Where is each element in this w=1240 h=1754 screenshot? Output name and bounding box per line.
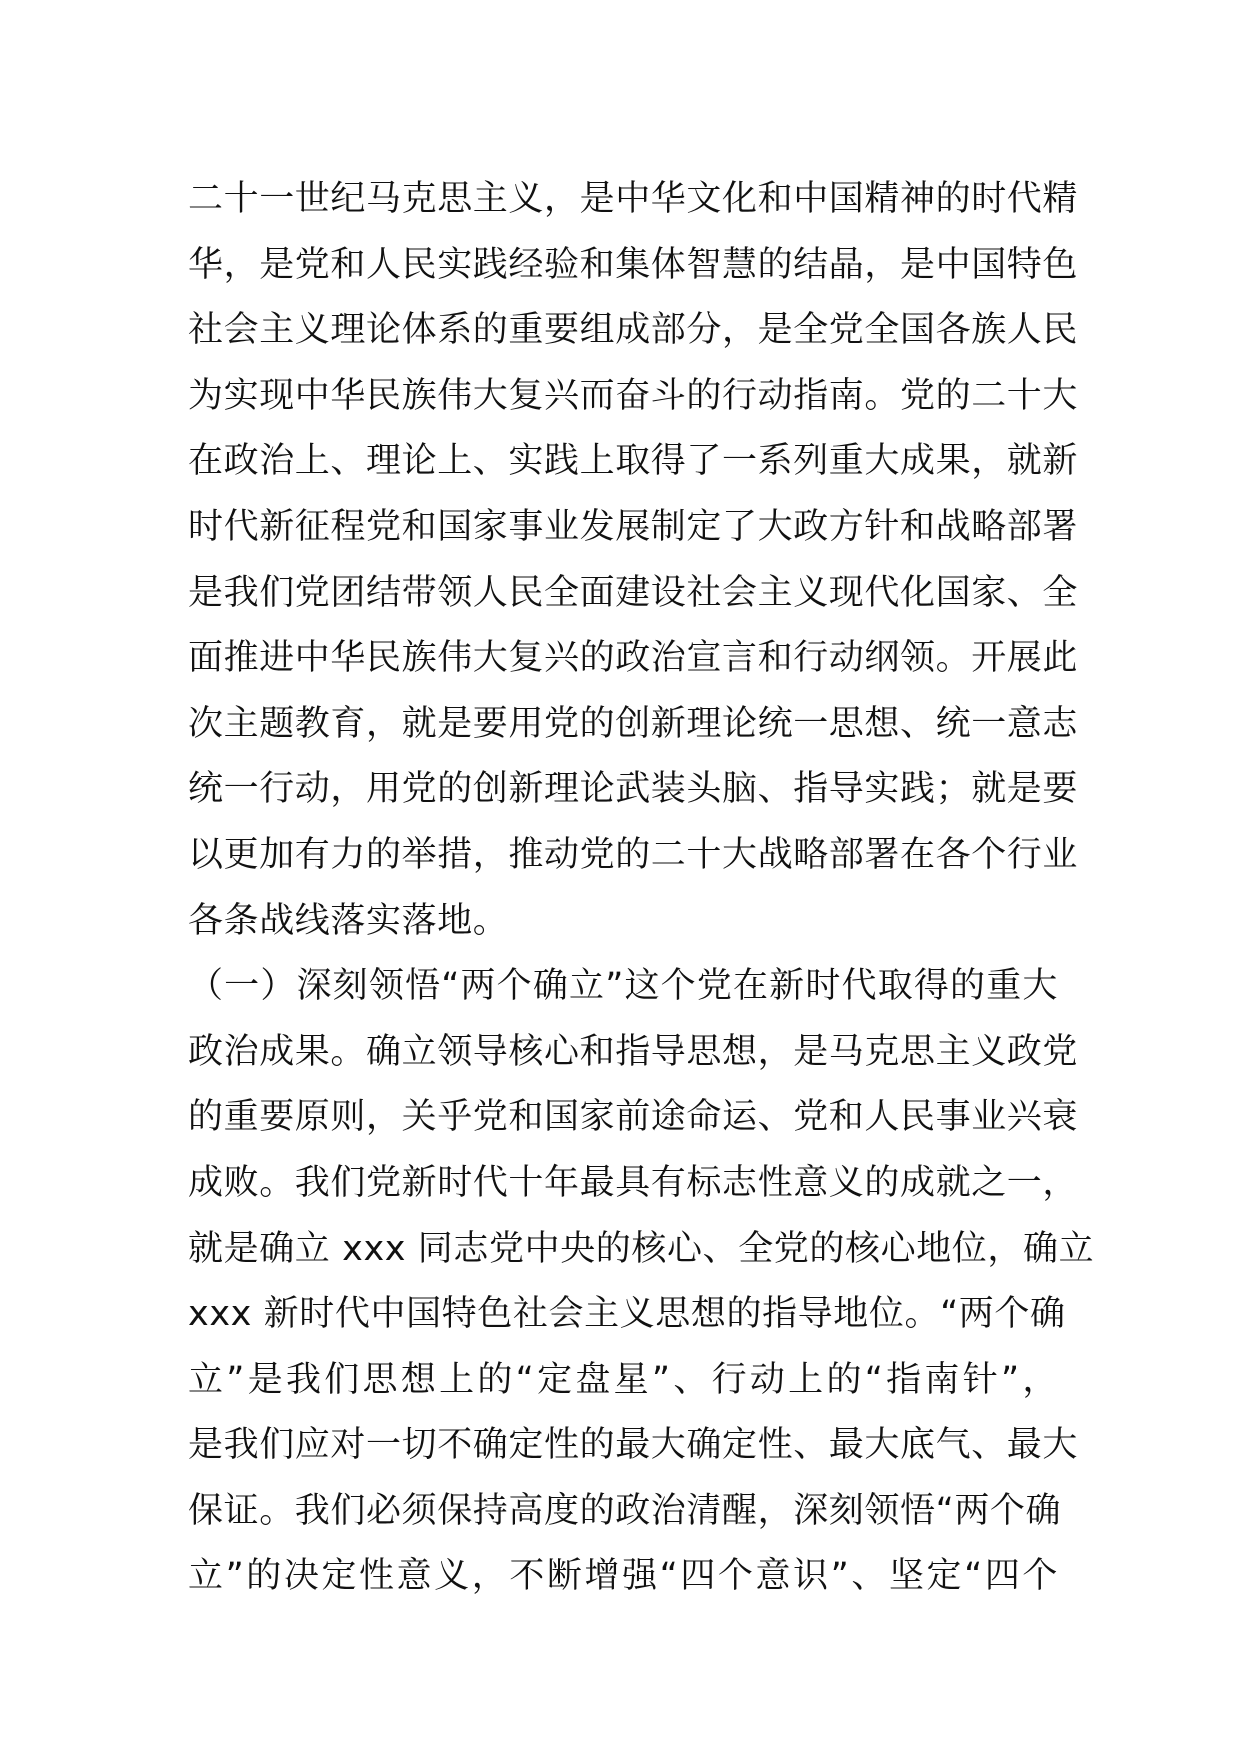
text-line: 统一行动，用党的创新理论武装头脑、指导实践；就是要 xyxy=(188,769,1079,810)
text-line: 成败。我们党新时代十年最具有标志性意义的成就之一， xyxy=(188,1162,1079,1203)
text-line: 华，是党和人民实践经验和集体智慧的结晶，是中国特色 xyxy=(188,244,1079,285)
text-line: 保证。我们必须保持高度的政治清醒，深刻领悟“两个确 xyxy=(188,1490,1062,1531)
text-line: 的重要原则，关乎党和国家前途命运、党和人民事业兴衰 xyxy=(188,1097,1079,1138)
text-line: 各条战线落实落地。 xyxy=(188,900,509,941)
text-line: 就是确立 xxx 同志党中央的核心、全党的核心地位，确立 xyxy=(188,1228,1095,1269)
text-line: 立”的决定性意义，不断增强“四个意识”、坚定“四个 xyxy=(188,1556,1058,1597)
text-line: xxx 新时代中国特色社会主义思想的指导地位。“两个确 xyxy=(188,1294,1066,1335)
text-line: 以更加有力的举措，推动党的二十大战略部署在各个行业 xyxy=(188,834,1079,875)
text-line: 面推进中华民族伟大复兴的政治宣言和行动纲领。开展此 xyxy=(188,638,1079,679)
text-line: 立”是我们思想上的“定盘星”、行动上的“指南针”， xyxy=(188,1359,1058,1400)
text-line: 是我们党团结带领人民全面建设社会主义现代化国家、全 xyxy=(188,572,1079,613)
text-line: 二十一世纪马克思主义，是中华文化和中国精神的时代精 xyxy=(188,179,1079,219)
text-line: 次主题教育，就是要用党的创新理论统一思想、统一意志 xyxy=(188,703,1079,744)
text-line: 时代新征程党和国家事业发展制定了大政方针和战略部署 xyxy=(188,506,1079,547)
text-line: 是我们应对一切不确定性的最大确定性、最大底气、最大 xyxy=(188,1425,1079,1466)
body-text xyxy=(188,167,1095,1610)
text-line: 政治成果。确立领导核心和指导思想，是马克思主义政党 xyxy=(188,1031,1079,1072)
text-line: 为实现中华民族伟大复兴而奋斗的行动指南。党的二十大 xyxy=(188,375,1079,416)
section-heading-line: （一）深刻领悟“两个确立”这个党在新时代取得的重大 xyxy=(188,966,1058,1007)
text-line: 在政治上、理论上、实践上取得了一系列重大成果，就新 xyxy=(188,441,1079,482)
text-line: 社会主义理论体系的重要组成部分，是全党全国各族人民 xyxy=(188,310,1079,351)
